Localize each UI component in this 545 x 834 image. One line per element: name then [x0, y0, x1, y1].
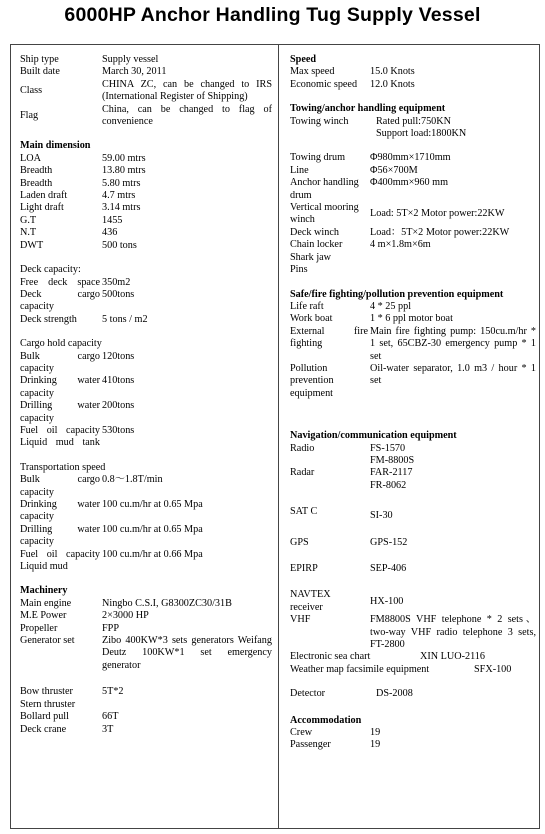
section-heading: Deck capacity:: [20, 264, 81, 276]
spec-row: Pollution prevention equipment Oil-water separator, 1.0 m3 / hour * 1 set: [290, 362, 536, 399]
spec-row: Fuel oil capacity 100 cu.m/hr at 0.66 Mpa: [20, 548, 203, 560]
spec-row: Line Φ56×700M: [290, 164, 418, 176]
spec-row: Class CHINA ZC, can be changed to IRS (International Register of Shipping): [20, 78, 272, 103]
spec-row: Built date March 30, 2011: [20, 66, 167, 78]
spec-row: Propeller FPP: [20, 622, 119, 634]
spec-row: VHF FM8800S VHF telephone * 2 sets、two-way VHF radio telephone 3 sets, FT-2800: [290, 614, 536, 651]
spec-row: Ship type Supply vessel: [20, 54, 159, 65]
spec-row: G.T 1455: [20, 214, 123, 226]
section-heading: Machinery: [20, 585, 68, 597]
spec-row: Drilling water capacity 200tons: [20, 400, 135, 424]
spec-row: Economic speed 12.0 Knots: [290, 78, 415, 90]
spec-row: Generator set Zibo 400KW*3 sets generators Weifang Deutz 100KW*1 set emergency generator: [20, 635, 272, 671]
frame-right: [539, 44, 540, 829]
spec-row: Towing winch Rated pull:750KN: [290, 115, 451, 127]
spec-row: Work boat 1 * 6 ppl motor boat: [290, 313, 453, 325]
spec-row: Anchor handling drum Φ400mm×960 mm: [290, 177, 448, 201]
spec-row: Chain locker 4 m×1.8m×6m: [290, 239, 431, 251]
spec-row: Radio FS-1570: [290, 442, 406, 454]
spec-row: Free deck space 350m2: [20, 276, 131, 288]
right-column: [290, 54, 536, 752]
section-heading: Speed: [290, 54, 317, 65]
spec-row: External fire fighting Main fire fighting pump: 150cu.m/hr * 1 set, 65CBZ-30 emergency pump * 1 set: [290, 325, 536, 362]
section-heading: Towing/anchor handling equipment: [290, 103, 446, 115]
spec-row: Pins: [290, 264, 308, 276]
spec-row: LOA 59.00 mtrs: [20, 152, 146, 164]
spec-row: Passenger 19: [290, 739, 381, 751]
spec-row: Support load:1800KN: [376, 128, 467, 140]
section-heading: Accommodation: [290, 714, 362, 726]
spec-row: Crew 19: [290, 727, 381, 739]
spec-row: Bollard pull 66T: [20, 711, 119, 723]
frame-left: [10, 44, 11, 829]
section-heading: Safe/fire fighting/pollution prevention equipment: [290, 288, 504, 300]
spec-row: Main engine Ningbo C.S.I, G8300ZC30/31B: [20, 597, 232, 609]
spec-row: Drinking water capacity 410tons: [20, 375, 135, 399]
spec-row: Flag China, can be changed to flag of convenience: [20, 103, 272, 128]
spec-row: Bulk cargo capacity 0.8～1.8T/min: [20, 474, 163, 498]
spec-row: Breadth 13.80 mtrs: [20, 165, 146, 177]
spec-row: NAVTEX receiver HX-100: [290, 589, 404, 613]
spec-row: Shark jaw: [290, 251, 332, 263]
spec-row: Vertical mooring winch Load: 5T×2 Motor power:22KW: [290, 202, 505, 226]
spec-row: Radar FAR-2117: [290, 467, 413, 479]
spec-row: Towing drum Φ980mm×1710mm: [290, 152, 451, 164]
spec-row: Detector DS-2008: [290, 688, 413, 700]
left-column: [20, 54, 272, 736]
spec-row: FM-8800S: [370, 454, 415, 466]
spec-row: Deck winch Load：5T×2 Motor power:22KW: [290, 226, 510, 238]
spec-row: Weather map facsimile equipment SFX-100: [290, 663, 512, 675]
spec-row: Breadth 5.80 mtrs: [20, 177, 141, 189]
spec-row: EPIRP SEP-406: [290, 563, 407, 574]
section-heading: Main dimension: [20, 140, 91, 152]
spec-row: Liquid mud tank: [20, 437, 100, 449]
page-title: 6000HP Anchor Handling Tug Supply Vessel: [64, 4, 481, 26]
section-heading: Transportation speed: [20, 461, 106, 473]
spec-row: N.T 436: [20, 227, 118, 239]
spec-row: Deck cargo capacity 500tons: [20, 288, 135, 313]
spec-row: GPS GPS-152: [290, 536, 408, 548]
spec-sheet: [10, 44, 540, 829]
spec-row: Fuel oil capacity 530tons: [20, 424, 135, 436]
spec-row: Max speed 15.0 Knots: [290, 66, 415, 78]
spec-row: DWT 500 tons: [20, 239, 137, 251]
spec-row: Drilling water capacity 100 cu.m/hr at 0.65 Mpa: [20, 523, 203, 548]
column-divider: [278, 44, 279, 829]
section-heading: Cargo hold capacity: [20, 338, 102, 350]
spec-row: Life raft 4 * 25 ppl: [290, 300, 412, 312]
spec-row: Deck crane 3T: [20, 723, 114, 735]
spec-row: Liquid mud: [20, 561, 68, 573]
spec-row: Electronic sea chart XIN LUO-2116: [290, 651, 485, 663]
spec-row: Stern thruster: [20, 698, 76, 710]
spec-row: FR-8062: [370, 479, 407, 491]
spec-row: M.E Power 2×3000 HP: [20, 610, 149, 622]
section-heading: Navigation/communication equipment: [290, 430, 457, 442]
spec-row: Bulk cargo capacity 120tons: [20, 350, 135, 374]
spec-row: Drinking water capacity 100 cu.m/hr at 0.65 Mpa: [20, 499, 203, 523]
spec-row: Light draft 3.14 mtrs: [20, 202, 141, 214]
spec-row: Laden draft 4.7 mtrs: [20, 190, 136, 202]
spec-row: Deck strength 5 tons / m2: [20, 313, 148, 325]
spec-row: Bow thruster 5T*2: [20, 686, 124, 698]
frame-bottom: [10, 828, 540, 829]
spec-row: SAT C SI-30: [290, 506, 393, 522]
frame-top: [10, 44, 540, 45]
